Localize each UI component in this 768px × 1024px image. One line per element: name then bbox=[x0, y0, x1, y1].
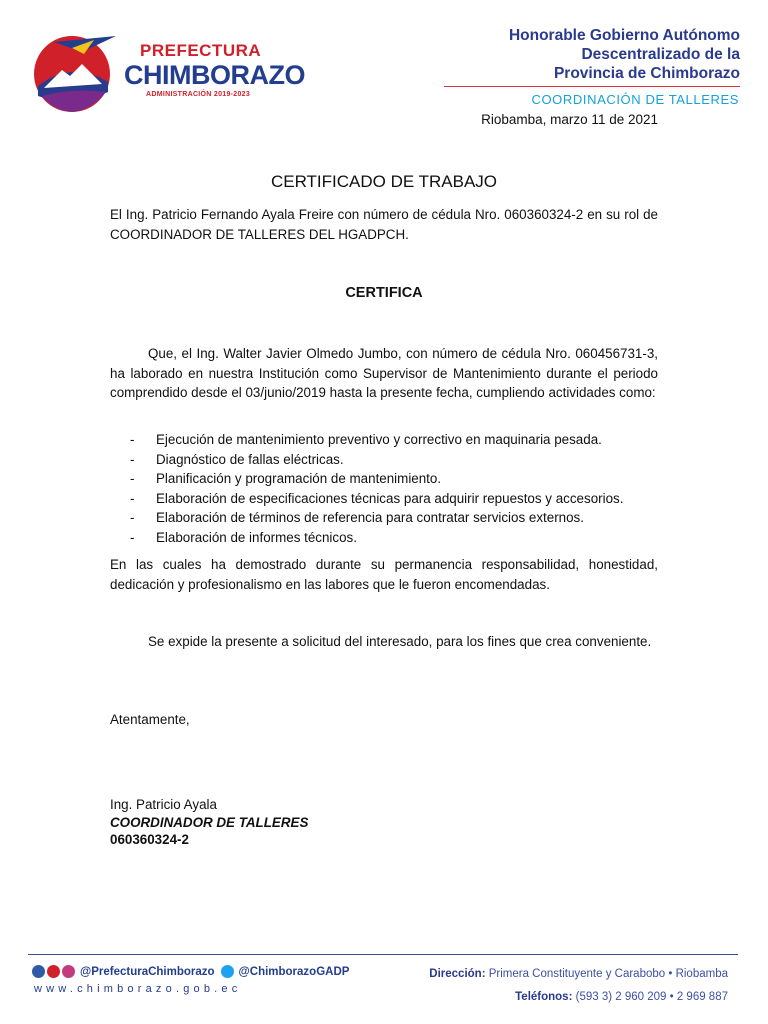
logo-chimborazo: CHIMBORAZO bbox=[124, 60, 305, 90]
logo-administration: ADMINISTRACIÓN 2019-2023 bbox=[146, 91, 251, 98]
list-item bbox=[130, 489, 623, 509]
list-item bbox=[130, 469, 623, 489]
document-date: Riobamba, marzo 11 de 2021 bbox=[481, 112, 658, 127]
address-value: Primera Constituyente y Carabobo • Riobamba bbox=[488, 968, 728, 980]
website-link[interactable]: www.chimborazo.gob.ec bbox=[34, 983, 242, 995]
header-divider bbox=[444, 86, 740, 87]
signer-name: Ing. Patricio Ayala bbox=[110, 797, 217, 812]
list-item bbox=[130, 430, 623, 450]
logo-wordmark bbox=[124, 42, 305, 98]
qualities-paragraph: En las cuales ha demostrado durante su permanencia responsabilidad, honestidad, dedicación y profesionalismo en las labores que le fueron encomendadas. bbox=[110, 557, 658, 592]
activity-text: Elaboración de términos de referencia para contratar servicios externos. bbox=[156, 510, 584, 525]
footer-divider bbox=[28, 954, 738, 955]
activity-text: Planificación y programación de mantenimiento. bbox=[156, 471, 442, 486]
bullet-dash: - bbox=[130, 490, 135, 506]
bullet-dash: - bbox=[130, 529, 135, 545]
list-item bbox=[130, 528, 623, 548]
address-label: Dirección: bbox=[429, 968, 486, 980]
signer-id: 060360324-2 bbox=[110, 832, 189, 847]
activities-list bbox=[130, 430, 623, 547]
activity-text: Diagnóstico de fallas eléctricas. bbox=[156, 451, 344, 467]
list-item bbox=[130, 508, 623, 528]
certifica-heading: CERTIFICA bbox=[345, 285, 423, 301]
statement-paragraph: Que, el Ing. Walter Javier Olmedo Jumbo, con número de cédula Nro. 060456731-3, ha laborado en nuestra Institución como Supervisor de Mantenimiento durante el periodo comprendido desde el 03/junio/2019 hasta la presente fecha, cumpliendo actividades como: bbox=[110, 346, 658, 400]
list-item bbox=[130, 450, 623, 470]
activity-text: Elaboración de especificaciones técnicas para adquirir repuestos y accesorios. bbox=[156, 490, 624, 506]
phones-label: Teléfonos: bbox=[515, 991, 573, 1003]
footer-address bbox=[429, 968, 728, 980]
facebook-handle[interactable]: @PrefecturaChimborazo bbox=[80, 965, 215, 978]
government-line: Provincia de Chimborazo bbox=[553, 65, 740, 82]
government-line: Descentralizado de la bbox=[581, 46, 740, 63]
intro-paragraph: El Ing. Patricio Fernando Ayala Freire con número de cédula Nro. 060360324-2 en su rol de COORDINADOR DE TALLERES DEL HGADPCH. bbox=[110, 207, 658, 242]
twitter-handle[interactable]: @ChimborazoGADP bbox=[238, 965, 350, 978]
government-name bbox=[509, 26, 740, 83]
government-line: Honorable Gobierno Autónomo bbox=[508, 27, 740, 44]
youtube-icon[interactable] bbox=[47, 965, 60, 978]
social-handles bbox=[32, 965, 349, 978]
salutation: Atentamente, bbox=[110, 712, 190, 727]
bullet-dash: - bbox=[130, 510, 135, 525]
twitter-icon[interactable] bbox=[221, 965, 234, 978]
bullet-dash: - bbox=[130, 451, 135, 467]
department-name: COORDINACIÓN DE TALLERES bbox=[531, 92, 739, 107]
prefectura-logo bbox=[32, 30, 305, 114]
mountain-logo-icon bbox=[32, 30, 120, 114]
activity-text: Ejecución de mantenimiento preventivo y correctivo en maquinaria pesada. bbox=[156, 432, 602, 447]
document-title: CERTIFICADO DE TRABAJO bbox=[270, 172, 498, 191]
instagram-icon[interactable] bbox=[62, 965, 75, 978]
bullet-dash: - bbox=[130, 432, 135, 447]
facebook-icon[interactable] bbox=[32, 965, 45, 978]
logo-prefectura: PREFECTURA bbox=[140, 41, 262, 60]
footer-phones bbox=[515, 991, 728, 1003]
activity-text: Elaboración de informes técnicos. bbox=[156, 529, 357, 545]
signature-block bbox=[110, 796, 308, 849]
signer-role: COORDINADOR DE TALLERES bbox=[110, 814, 309, 830]
bullet-dash: - bbox=[130, 471, 135, 486]
phones-value: (593 3) 2 960 209 • 2 969 887 bbox=[575, 991, 728, 1003]
closing-paragraph: Se expide la presente a solicitud del interesado, para los fines que crea conveniente. bbox=[148, 634, 652, 649]
